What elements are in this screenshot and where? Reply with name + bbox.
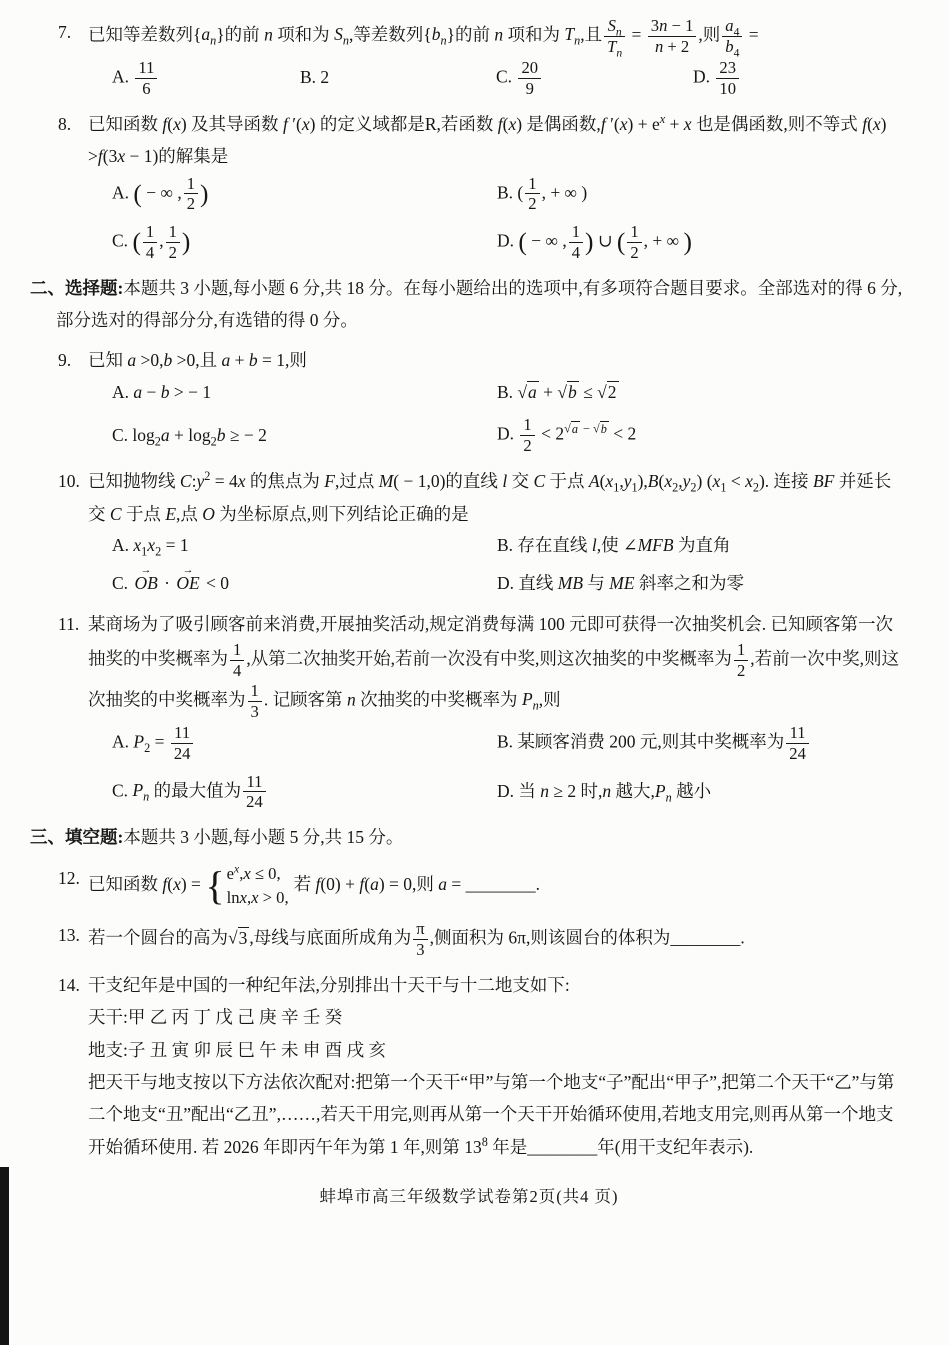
question-14-body: 把天干与地支按以下方法依次配对:把第一个天干“甲”与第一个地支“子”配出“甲子”,把第二个天干“乙”与第二个地支“丑”配出“乙丑”,……,若天干用完,则再从第一个天干开始循环使用,若地支用完,则再从第一个地支开始循环使用. 若 2026 年即丙午年为第 1 年,则第 $13^8$ 年是________年(用干支纪年表示). (88, 1072, 895, 1157)
question-7-options (112, 58, 908, 99)
option-d: D. 当 n ≥ 2 时,n 越大$,P_n$ 越小 (497, 781, 712, 805)
question-9-options (112, 378, 908, 457)
question-8-options (112, 174, 908, 264)
question-10-options (112, 531, 908, 599)
option-c: C. $\log_2a + \log_2b$ ≥ − 2 (112, 424, 267, 449)
question-7-stem: 已知等差数列$\{a_n\}$的前 n 项和为 $S_n$,等差数列$\{b_n\}$的前 n 项和为 $T_n$,且 $\frac{S_n}{T_n}$ = $\frac{3n - 1}{n + 2}$ ,则 $\frac{a_4}{b_4}$ = (88, 16, 759, 60)
option-d: D. 直线 MB 与 ME 斜率之和为零 (497, 572, 744, 593)
option-a: A. a − b > − 1 (112, 381, 212, 402)
option-d: D. ( − ∞ , $\frac{1}{4}$ ) ∪ ( $\frac{1}{2}$ , + ∞ ) (497, 222, 692, 263)
question-14-earthly-branches: 地支:子 丑 寅 卯 辰 巳 午 未 申 酉 戌 亥 (88, 1039, 386, 1060)
section-2-title: 二、选择题: (30, 278, 124, 299)
page-footer: 蚌埠市高三年级数学试卷第2页(共4 页) (319, 1187, 619, 1207)
section-3-title: 三、填空题: (30, 827, 124, 848)
question-10-number: 10. (58, 471, 80, 492)
question-9 (30, 344, 908, 456)
option-a: A. $\frac{11}{6}$ (112, 58, 300, 99)
question-12 (30, 862, 908, 910)
option-c: C. OB → · OE → < 0 (112, 569, 497, 599)
question-9-number: 9. (58, 350, 72, 371)
question-7 (30, 16, 908, 99)
option-c: C. $P_n$ 的最大值为 $\frac{11}{24}$ (112, 772, 497, 813)
option-b: B. ( $\frac{1}{2}$ , + ∞ ) (497, 173, 588, 214)
question-13-number: 13. (58, 925, 80, 946)
question-7-number: 7. (58, 22, 72, 42)
question-11-stem: 某商场为了吸引顾客前来消费,开展抽奖活动,规定消费每满 100 元即可获得一次抽奖机会. 已知顾客第一次抽奖的中奖概率为 $\frac{1}{4}$ ,从第二次抽奖开始,若前一次没有中奖,则这次抽奖的中奖概率为 $\frac{1}{2}$ ,若前一次中奖,则这次抽奖的中奖概率为 $\frac{1}{3}$ . 记顾客第 n 次抽奖的中奖概率为 $P_n$,则 (88, 613, 899, 721)
option-d: D. $\frac{23}{10}$ (693, 58, 908, 99)
question-14 (30, 969, 908, 1163)
question-11-options (112, 723, 908, 813)
question-8 (30, 108, 908, 264)
question-8-number: 8. (58, 113, 72, 134)
option-a: A. $P_2$ = $\frac{11}{24}$ (112, 723, 497, 764)
question-12-number: 12. (58, 867, 80, 888)
question-14-intro: 干支纪年是中国的一种纪年法,分别排出十天干与十二地支如下: (88, 974, 570, 995)
question-12-stem: 已知函数 f(x) = { $e^x,x \le 0$, lnx,x > 0, 若 f(0) + f(a) = 0,则 a = ________. (88, 862, 541, 908)
option-c: C. ( $\frac{1}{4}$ , $\frac{1}{2}$ ) (112, 222, 191, 263)
section-3-desc: 本题共 3 小题,每小题 5 分,共 15 分。 (123, 827, 404, 848)
option-d: D. $\frac{1}{2}$ < $2^{√a - √b} < 2$ (497, 415, 637, 456)
question-10 (30, 465, 908, 598)
option-a: A. ( − ∞ , $\frac{1}{2}$ ) (112, 173, 209, 214)
section-2-header (30, 273, 908, 336)
question-8-stem: 已知函数 f(x) 及其导函数 f ′(x) 的定义域都是R,若函数 f(x) 是偶函数,f $'(x) + e^x + x$ 也是偶函数,则不等式 f(x) >f(3x − 1)的解集是 (88, 111, 887, 167)
question-13-stem: 若一个圆台的高为√3 ,母线与底面所成角为 $\frac{\pi}{3}$ ,侧面积为 6π,则该圆台的体积为________. (88, 919, 745, 959)
option-b: B. √a + √b ≤ √2 (497, 381, 617, 402)
section-3-header (30, 822, 908, 854)
scan-artifact-bar (0, 1167, 9, 1345)
option-b: B. 2 (300, 67, 330, 88)
option-b: B. 某顾客消费 200 元,则其中奖概率为 $\frac{11}{24}$ (497, 723, 908, 764)
section-2-desc: 本题共 3 小题,每小题 6 分,共 18 分。在每小题给出的选项中,有多项符合题目要求。全部选对的得 6 分,部分选对的得部分分,有选错的得 0 分。 (56, 278, 903, 330)
question-11 (30, 608, 908, 813)
question-10-stem: 已知抛物线 $C:y^2 = 4x$ 的焦点为 F,过点 M( − 1,0)的直线 l 交 C 于点 $A(x_1,y_1),B(x_2,y_2) (x_1 < x_2)$. 连接 BF 并延长交 C 于点 E,点 O 为坐标原点,则下列结论正确的是 (88, 469, 892, 524)
question-14-number: 14. (58, 974, 80, 995)
question-14-heavenly-stems: 天干:甲 乙 丙 丁 戊 己 庚 辛 壬 癸 (88, 1007, 343, 1028)
option-a: A. $x_1x_2 = 1$ (112, 535, 189, 559)
option-c: C. $\frac{20}{9}$ (496, 58, 693, 99)
question-13 (30, 919, 908, 960)
option-b: B. 存在直线 l,使 ∠MFB 为直角 (497, 535, 731, 555)
question-11-number: 11. (58, 613, 80, 634)
question-9-stem: 已知 a >0,b >0,且 a + b = 1,则 (88, 350, 307, 371)
